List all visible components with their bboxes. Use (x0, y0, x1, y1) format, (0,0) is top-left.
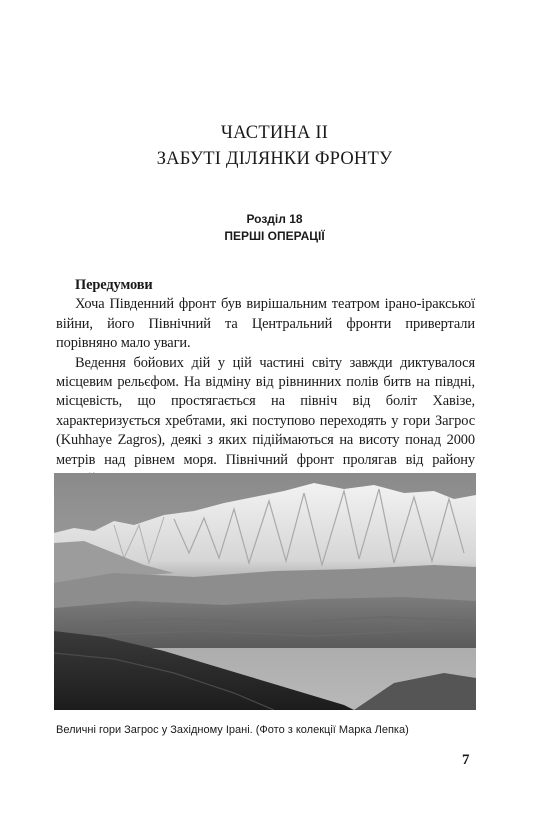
chapter-title: ПЕРШІ ОПЕРАЦІЇ (224, 229, 325, 243)
section-heading: Передумови (75, 277, 153, 293)
figure-caption: Величні гори Загрос у Західному Ірані. (Фото з колекції Марка Лепка) (56, 724, 409, 736)
paragraph: Хоча Південний фронт був вирішальним театром ірано-іракської війни, його Північний та Центральний фронти привертали порівняно мало уваги. (56, 296, 475, 352)
chapter-number: Розділ 18 (246, 212, 303, 226)
mountain-photo (54, 473, 476, 710)
page-number: 7 (462, 752, 470, 768)
part-title: ЗАБУТІ ДІЛЯНКИ ФРОНТУ (156, 149, 393, 169)
part-heading (0, 120, 549, 172)
chapter-heading (0, 211, 549, 245)
body-text (56, 276, 475, 489)
part-number: ЧАСТИНА II (220, 123, 329, 143)
paragraph: Ведення бойових дій у цій частині світу завжди диктувалося місцевим рельєфом. На відміну від рівнинних полів битв на півдні, місцевість, що простягається на північ від боліт Хавізе, характеризується хребтами, які поступово переходять у гори Загрос (Kuhhaye Zagros), деякі з яких підіймаються на висоту понад 2000 метрів над рівнем моря. Північний фронт пролягав від району (56, 354, 475, 468)
